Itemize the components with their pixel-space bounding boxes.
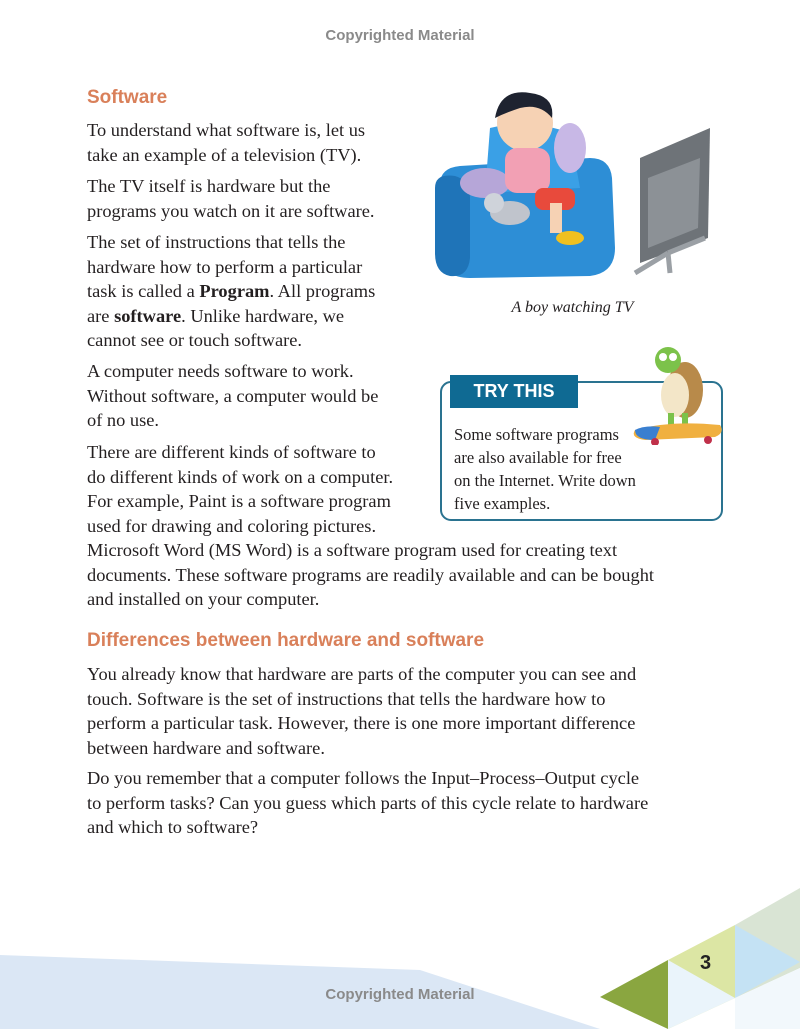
paragraph: [87, 230, 375, 353]
try-this-title: TRY THIS: [450, 375, 578, 408]
text-line: on the Internet. Write down: [454, 471, 636, 490]
text: are: [87, 305, 115, 326]
bold-term-software: software: [114, 305, 182, 326]
tv-icon: [635, 128, 710, 273]
figure-caption: A boy watching TV: [511, 299, 634, 316]
text-line: hardware how to perform a particular: [87, 256, 363, 277]
text: . Unlike hardware, we: [181, 305, 345, 326]
text-line: There are different kinds of software to: [87, 442, 376, 462]
paragraph: [87, 766, 648, 840]
text-line: programs you watch on it are software.: [87, 200, 375, 221]
text-line: of no use.: [87, 410, 160, 430]
text-line: [87, 304, 375, 329]
text-line: A computer needs software to work.: [87, 361, 354, 381]
text-line: to perform tasks? Can you guess which parts of this cycle relate to hardware: [87, 792, 649, 813]
text-line: and installed on your computer.: [87, 589, 320, 609]
text-line: take an example of a television (TV).: [87, 144, 362, 165]
text: task is called a: [87, 281, 200, 301]
text-line: The TV itself is hardware but the: [87, 176, 331, 196]
text-line: You already know that hardware are parts of the computer you can see and: [87, 664, 637, 684]
text-line: Some software programs: [454, 425, 619, 444]
text-line: cannot see or touch software.: [87, 330, 302, 350]
paragraph: [87, 359, 378, 433]
text-line: Without software, a computer would be: [87, 385, 379, 406]
paragraph: [87, 174, 375, 223]
text-line: Microsoft Word (MS Word) is a software program used for creating text: [87, 540, 618, 560]
text: . All programs: [269, 281, 376, 301]
text-line: used for drawing and coloring pictures.: [87, 515, 377, 536]
copyright-watermark-bottom: Copyrighted Material: [325, 986, 475, 1003]
text-line: documents. These software programs are readily available and can be bought: [87, 564, 655, 585]
text-line: five examples.: [454, 494, 551, 513]
paragraph: [87, 662, 636, 760]
section-heading-differences: Differences between hardware and software: [87, 630, 485, 651]
text-line: [87, 279, 375, 304]
text-line: To understand what software is, let us: [87, 120, 366, 140]
text-line: and which to software?: [87, 817, 259, 837]
text-line: are also available for free: [454, 448, 622, 467]
section-heading-software: Software: [87, 87, 168, 108]
copyright-watermark-top: Copyrighted Material: [325, 27, 475, 44]
text-line: The set of instructions that tells the: [87, 232, 346, 252]
paragraph: [87, 118, 365, 167]
footer-decoration: [0, 880, 800, 1029]
text-line: For example, Paint is a software program: [87, 491, 391, 511]
text-line: Do you remember that a computer follows the Input–Process–Output cycle: [87, 768, 640, 788]
try-this-text: [454, 423, 636, 515]
text-line: perform a particular task. However, there is one more important difference: [87, 713, 636, 733]
turtle-on-skateboard-icon: [630, 345, 725, 445]
bold-term-program: Program: [199, 281, 270, 301]
text-line: touch. Software is the set of instructions that tells the hardware how to: [87, 688, 606, 709]
boy-watching-tv-illustration: [430, 88, 720, 288]
text-line: do different kinds of work on a computer.: [87, 466, 394, 487]
text-line: between hardware and software.: [87, 737, 325, 758]
page-number: 3: [700, 952, 712, 974]
